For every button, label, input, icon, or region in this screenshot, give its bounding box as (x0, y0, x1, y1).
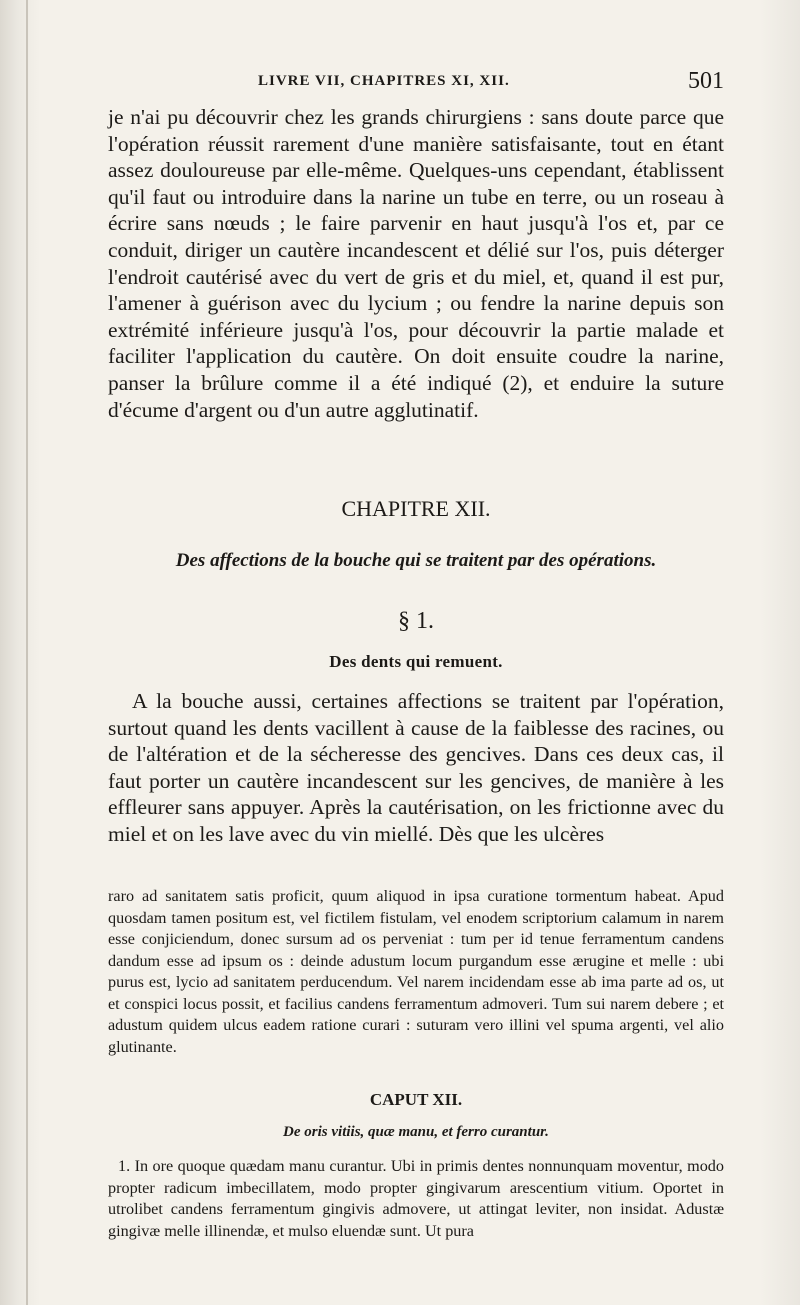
chapter-subtitle-fr: Des affections de la bouche qui se traitent par des opérations. (175, 550, 657, 571)
section-heading (108, 608, 724, 635)
latin-chapter-subtitle-block (108, 1124, 724, 1141)
section-title: Des dents qui remuent. (329, 652, 503, 671)
french-chapter-paragraph-text: A la bouche aussi, certaines affections se traitent par l'opération, surtout quand les dents vacillent à cause de la faiblesse des racines, ou de l'altération et de la sécheresse des gencives. Dans ces deux cas, il faut porter un cautère incandescent sur les gencives, de manière à les effleurer sans appuyer. Après la cautérisation, on les frictionne avec du miel et on les lave avec du vin miellé. Dès que les ulcères (108, 689, 724, 846)
french-chapter-subtitle-block (108, 550, 724, 572)
french-chapter-text (108, 688, 724, 848)
section-mark: § 1. (398, 608, 434, 634)
chapter-subtitle-la: De oris vitiis, quæ manu, et ferro curantur. (283, 1124, 549, 1140)
chapter-title-la: CAPUT XII. (369, 1090, 463, 1109)
latin-chapter-text (108, 1156, 724, 1242)
latin-intro-paragraph: raro ad sanitatem satis proficit, quum aliquod in ipsa curatione tormentum habeat. Apud quosdam tamen positum est, vel fictilem fistulam, vel enodem scriptorium calamum in narem esse conjiciendum, donec sursum ad os perveniat : tum per id tenue ferramentum candens dandum esse ad ipsum os : deinde adustum locum purgandum esse ærugine et melle : ubi purus est, lycio ad sanitatem perducendum. Vel narem incidendam esse ab ima parte ad os, ut et conspici locus possit, et facilius candens ferramentum admoveri. Tum sui narem debere ; et adustum quidem ulcus eadem ratione curari : suturam vero illini vel spuma argenti, vel alio glutinante. (108, 887, 724, 1056)
french-chapter-paragraph (108, 688, 724, 848)
french-intro-paragraph: je n'ai pu découvrir chez les grands chirurgiens : sans doute parce que l'opération réussit rarement d'une manière satisfaisante, tout en étant assez douloureuse par elle-même. Quelques-uns cependant, établissent qu'il faut ou introduire dans la narine un tube en terre, ou un roseau à écrire sans nœuds ; le faire parvenir en haut jusqu'à l'os et, par ce conduit, diriger un cautère incandescent et délié sur l'os, puis déterger l'endroit cautérisé avec du vert de gris et du miel, et, quand il est pur, l'amener à guérison avec du lycium ; ou fendre la narine depuis son extrémité inférieure jusqu'à l'os, pour découvrir la partie malade et faciliter l'application du cautère. On doit ensuite coudre la narine, panser la brûlure comme il a été indiqué (2), et enduire la suture d'écume d'argent ou d'un autre agglutinatif. (108, 105, 724, 422)
running-title: LIVRE VII, CHAPITRES XI, XII. (258, 73, 510, 89)
french-intro-block (108, 104, 724, 423)
latin-chapter-paragraph (108, 1156, 724, 1242)
latin-intro-block (108, 886, 724, 1058)
section-title-block (108, 652, 724, 672)
page-number: 501 (688, 68, 724, 94)
chapter-title-fr: CHAPITRE XII. (341, 496, 491, 521)
latin-chapter-heading (108, 1090, 724, 1110)
latin-chapter-paragraph-text: 1. In ore quoque quædam manu curantur. Ubi in primis dentes nonnunquam moventur, modo propter radicum imbecillatem, modo propter gingivarum arescentium vitium. Oportet in utrolibet candens ferramentum gingivis admovere, ut attingat leviter, non insidat. Adustæ gingivæ melle illinendæ, et mulso eluendæ sunt. Ut pura (108, 1157, 724, 1240)
page-gutter (26, 0, 28, 1305)
page-header (108, 70, 724, 96)
french-chapter-heading (108, 496, 724, 522)
